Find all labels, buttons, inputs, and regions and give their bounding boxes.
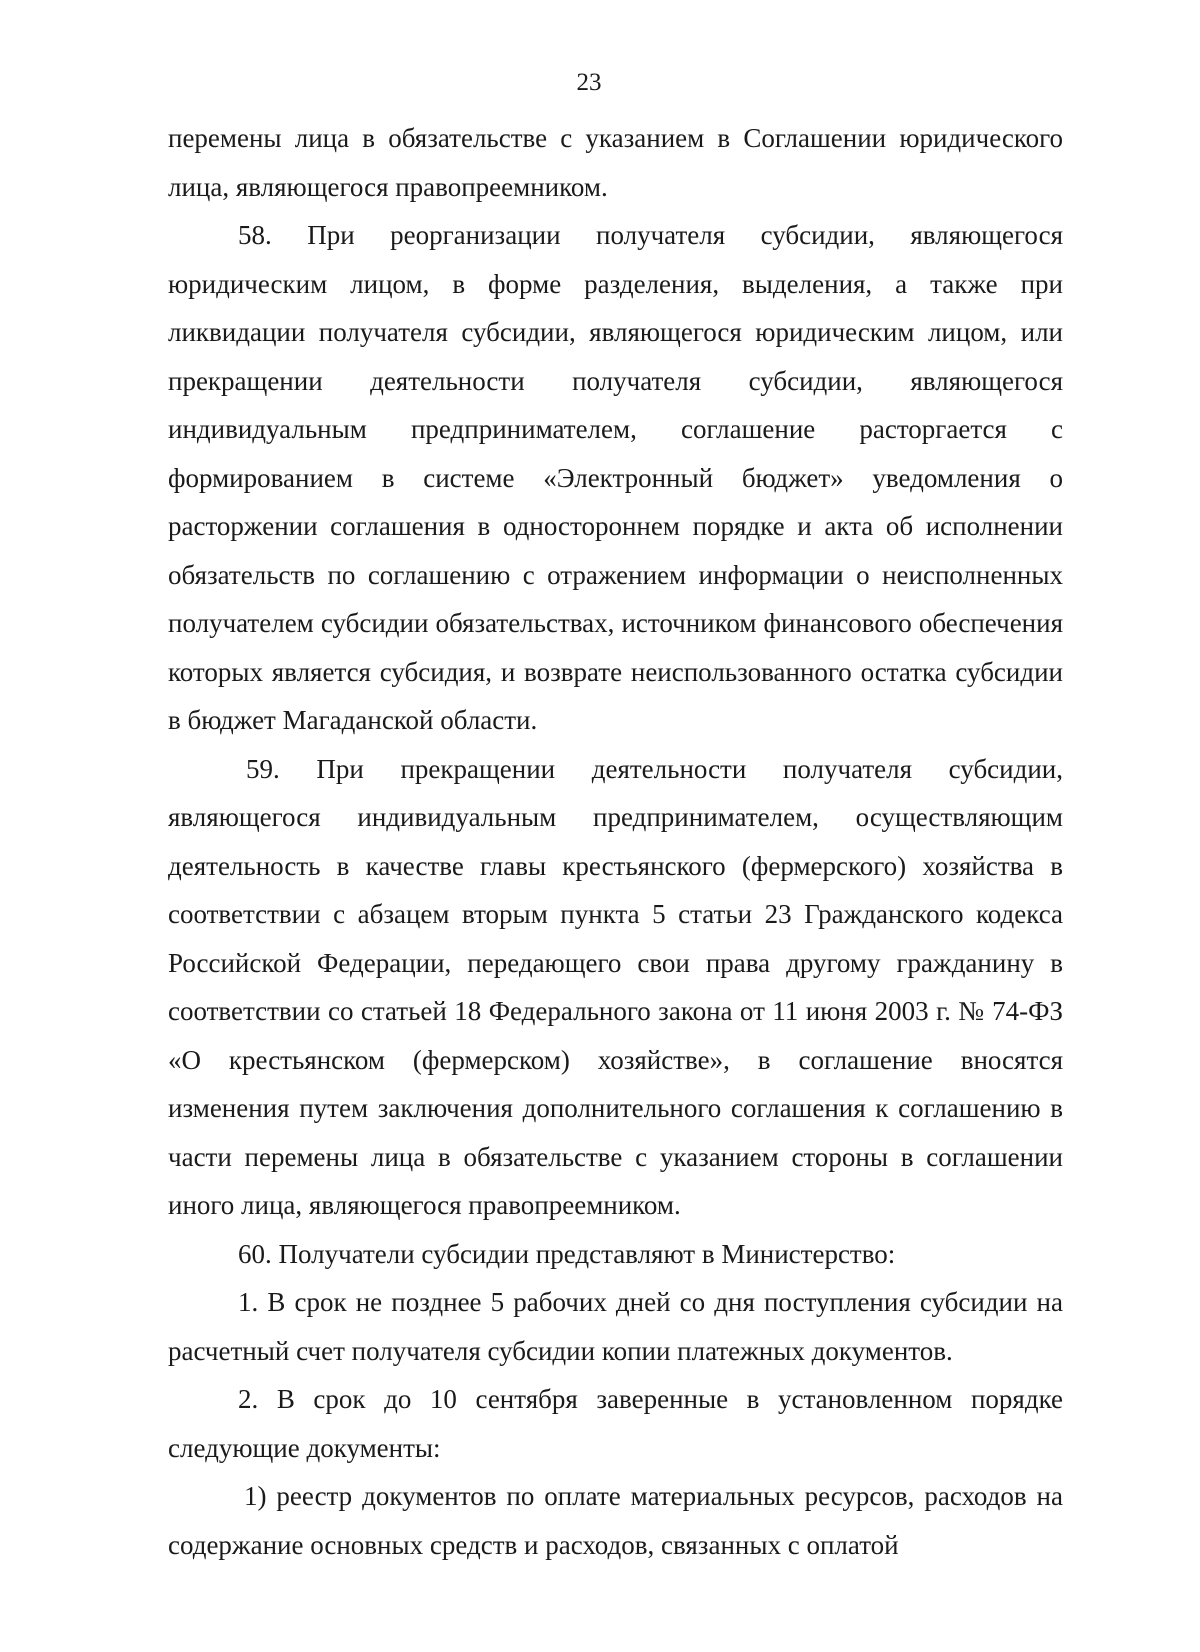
paragraph-continuation: перемены лица в обязательстве с указанием в Соглашении юридического лица, являющегося правопреемником. <box>168 123 1063 202</box>
paragraph-60-item-1: 1. В срок не позднее 5 рабочих дней со дня поступления субсидии на расчетный счет получателя субсидии копии платежных документов. <box>168 1287 1063 1366</box>
page-number: 23 <box>576 69 602 96</box>
paragraph-60-subitem-1: 1) реестр документов по оплате материальных ресурсов, расходов на содержание основных средств и расходов, связанных с оплатой <box>168 1481 1063 1560</box>
paragraph-59: 59. При прекращении деятельности получателя субсидии, являющегося индивидуальным предпринимателем, осуществляющим деятельность в качестве главы крестьянского (фермерского) хозяйства в соответствии с абзацем вторым пункта 5 статьи 23 Гражданского кодекса Российской Федерации, передающего свои права другому гражданину в соответствии со статьей 18 Федерального закона от 11 июня 2003 г. № 74-ФЗ «О крестьянском (фермерском) хозяйстве», в соглашение вносятся изменения путем заключения дополнительного соглашения к соглашению в части перемены лица в обязательстве с указанием стороны в соглашении иного лица, являющегося правопреемником. <box>168 753 1063 1220</box>
paragraph-58: 58. При реорганизации получателя субсидии, являющегося юридическим лицом, в форме разделения, выделения, а также при ликвидации получателя субсидии, являющегося юридическим лицом, или прекращении деятельности получателя субсидии, являющегося индивидуальным предпринимателем, соглашение расторгается с формированием в системе «Электронный бюджет» уведомления о расторжении соглашения в одностороннем порядке и акта об исполнении обязательств по соглашению с отражением информации о неисполненных получателем субсидии обязательствах, источником финансового обеспечения которых является субсидия, и возврате неиспользованного остатка субсидии в бюджет Магаданской области. <box>168 220 1063 735</box>
paragraph-60: 60. Получатели субсидии представляют в Министерство: <box>238 1238 896 1269</box>
paragraph-60-item-2: 2. В срок до 10 сентября заверенные в установленном порядке следующие документы: <box>168 1384 1063 1463</box>
document-body <box>168 114 1063 1569</box>
